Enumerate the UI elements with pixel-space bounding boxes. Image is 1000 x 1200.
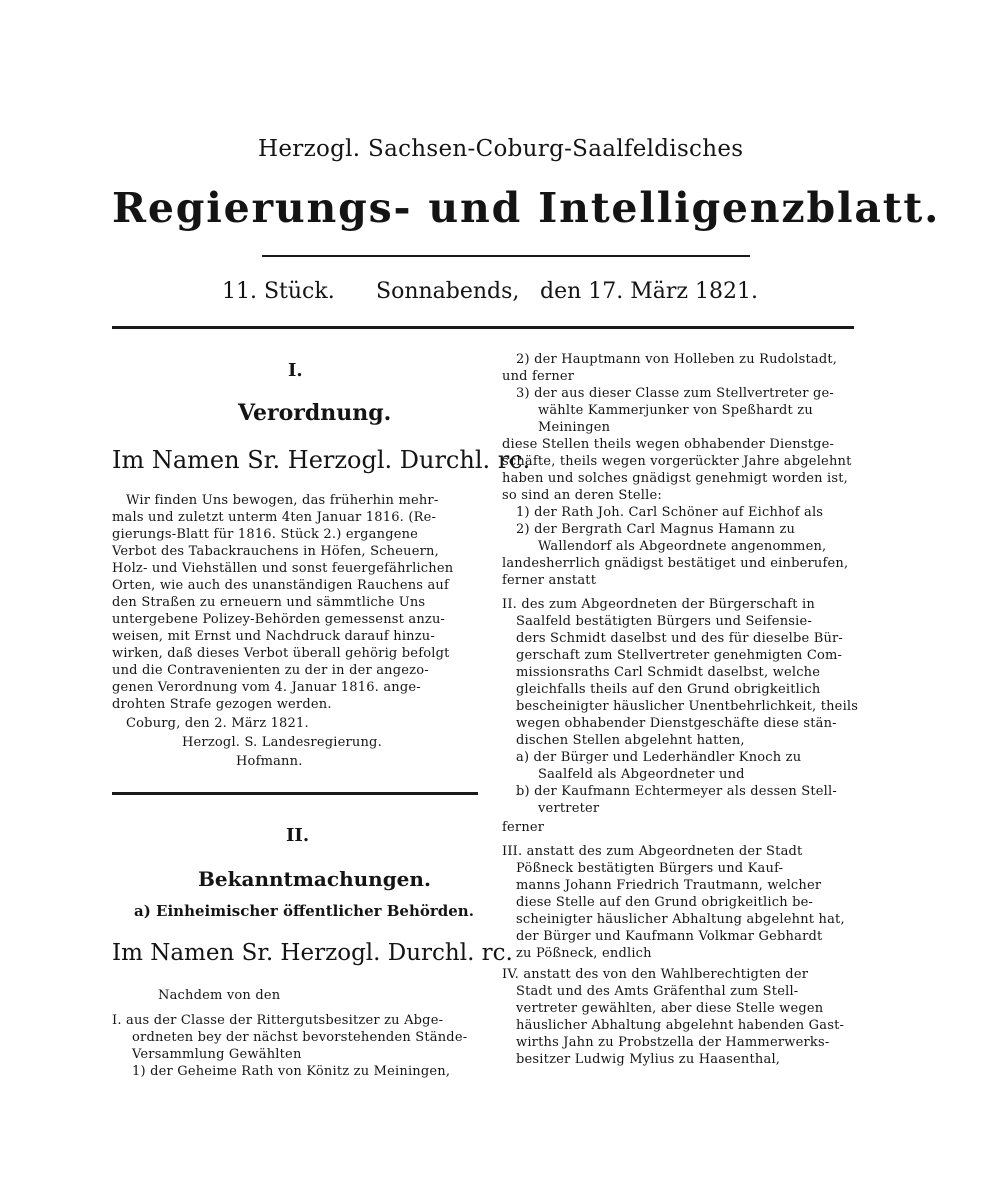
announcement-line: ordneten bey der nächst bevorstehenden Stände- bbox=[132, 1030, 468, 1045]
ordinance-signer: Herzogl. S. Landesregierung. bbox=[182, 735, 382, 750]
ordinance-place-date: Coburg, den 2. März 1821. bbox=[126, 716, 309, 731]
right-line: IV. anstatt des von den Wahlberechtigten der bbox=[502, 967, 809, 982]
right-line: wegen obhabender Dienstgeschäfte diese stän- bbox=[516, 716, 837, 731]
masthead-line1: Herzogl. Sachsen-Coburg-Saalfeldisches bbox=[258, 136, 744, 162]
ordinance-line: drohten Strafe gezogen werden. bbox=[112, 697, 332, 712]
ordinance-line: Holz- und Viehställen und sonst feuergefährlichen bbox=[112, 561, 454, 576]
masthead-rule bbox=[262, 255, 750, 257]
right-line: diese Stelle auf den Grund obrigkeitlich be- bbox=[516, 895, 814, 910]
masthead-title: Regierungs- und Intelligenzblatt. bbox=[112, 184, 941, 232]
announcement-intro: Nachdem von den bbox=[158, 988, 281, 1003]
right-line: vertreter bbox=[538, 801, 600, 816]
right-line: diese Stellen theils wegen obhabender Dienstge- bbox=[502, 437, 835, 452]
right-line: 2) der Bergrath Carl Magnus Hamann zu bbox=[516, 522, 796, 537]
right-line: a) der Bürger und Lederhändler Knoch zu bbox=[516, 750, 802, 765]
ordinance-line: Orten, wie auch des unanständigen Rauchens auf bbox=[112, 578, 450, 593]
right-line: Stadt und des Amts Gräfenthal zum Stell- bbox=[516, 984, 799, 999]
right-line: b) der Kaufmann Echtermeyer als dessen Stell- bbox=[516, 784, 837, 799]
ordinance-name: Hofmann. bbox=[236, 754, 303, 769]
section-title-bekanntmachungen: Bekanntmachungen. bbox=[198, 867, 431, 891]
right-line: bescheinigter häuslicher Unentbehrlichkeit, theils bbox=[516, 699, 859, 714]
right-line: ferner bbox=[502, 820, 545, 835]
right-line: 2) der Hauptmann von Holleben zu Rudolstadt, bbox=[516, 352, 838, 367]
right-line: gerschaft zum Stellvertreter genehmigten Com- bbox=[516, 648, 843, 663]
right-line: besitzer Ludwig Mylius zu Haasenthal, bbox=[516, 1052, 781, 1067]
ordinance-line: wirken, daß dieses Verbot überall gehörig befolgt bbox=[112, 646, 450, 661]
right-line: Meiningen bbox=[538, 420, 611, 435]
ordinance-line: untergebene Polizey-Behörden gemessenst anzu- bbox=[112, 612, 446, 627]
right-line: Wallendorf als Abgeordnete angenommen, bbox=[538, 539, 827, 554]
ordinance-line: Wir finden Uns bewogen, das früherhin mehr- bbox=[126, 493, 439, 508]
right-line: 1) der Rath Joh. Carl Schöner auf Eichhof als bbox=[516, 505, 824, 520]
section-title-verordnung: Verordnung. bbox=[238, 400, 392, 426]
issue-day: Sonnabends, bbox=[376, 279, 520, 304]
right-line: ferner anstatt bbox=[502, 573, 597, 588]
right-line: landesherrlich gnädigst bestätiget und einberufen, bbox=[502, 556, 849, 571]
header-rule-thick bbox=[112, 326, 854, 329]
invocation-2: Im Namen Sr. Herzogl. Durchl. rc. bbox=[112, 940, 513, 966]
issue-number: 11. Stück. bbox=[222, 279, 335, 304]
right-line: wirths Jahn zu Probstzella der Hammerwerks- bbox=[516, 1035, 830, 1050]
subsection-title: a) Einheimischer öffentlicher Behörden. bbox=[134, 902, 474, 920]
announcement-line: 1) der Geheime Rath von Könitz zu Meiningen, bbox=[132, 1064, 451, 1079]
ordinance-line: mals und zuletzt unterm 4ten Januar 1816. (Re- bbox=[112, 510, 437, 525]
right-line: scheinigter häuslicher Abhaltung abgelehnt hat, bbox=[516, 912, 845, 927]
section-rule bbox=[112, 792, 478, 795]
ordinance-line: genen Verordnung vom 4. Januar 1816. ange- bbox=[112, 680, 421, 695]
right-line: Pößneck bestätigten Bürgers und Kauf- bbox=[516, 861, 784, 876]
invocation-1: Im Namen Sr. Herzogl. Durchl. rc. bbox=[112, 446, 531, 474]
announcement-line: Versammlung Gewählten bbox=[132, 1047, 302, 1062]
right-line: Saalfeld bestätigten Bürgers und Seifensie- bbox=[516, 614, 812, 629]
right-line: Saalfeld als Abgeordneter und bbox=[538, 767, 745, 782]
right-line: III. anstatt des zum Abgeordneten der Stadt bbox=[502, 844, 803, 859]
right-line: so sind an deren Stelle: bbox=[502, 488, 662, 503]
right-line: missionsraths Carl Schmidt daselbst, welche bbox=[516, 665, 821, 680]
announcement-line: I. aus der Classe der Rittergutsbesitzer zu Abge- bbox=[112, 1013, 444, 1028]
right-line: vertreter gewählten, aber diese Stelle wegen bbox=[516, 1001, 824, 1016]
right-line: dischen Stellen abgelehnt hatten, bbox=[516, 733, 745, 748]
right-line: wählte Kammerjunker von Speßhardt zu bbox=[538, 403, 813, 418]
right-line: gleichfalls theils auf den Grund obrigkeitlich bbox=[516, 682, 821, 697]
right-line: und ferner bbox=[502, 369, 575, 384]
right-line: schäfte, theils wegen vorgerückter Jahre abgelehnt bbox=[502, 454, 852, 469]
section-number-1: I. bbox=[288, 360, 303, 381]
right-line: haben und solches gnädigst genehmigt worden ist, bbox=[502, 471, 849, 486]
ordinance-line: Verbot des Tabackrauchens in Höfen, Scheuern, bbox=[112, 544, 439, 559]
issue-date: den 17. März 1821. bbox=[540, 279, 758, 304]
right-line: ders Schmidt daselbst und des für dieselbe Bür- bbox=[516, 631, 844, 646]
ordinance-line: und die Contravenienten zu der in der angezo- bbox=[112, 663, 429, 678]
right-line: II. des zum Abgeordneten der Bürgerschaft in bbox=[502, 597, 815, 612]
ordinance-line: den Straßen zu erneuern und sämmtliche Uns bbox=[112, 595, 426, 610]
ordinance-line: weisen, mit Ernst und Nachdruck darauf hinzu- bbox=[112, 629, 435, 644]
section-number-2: II. bbox=[286, 825, 310, 846]
right-line: 3) der aus dieser Classe zum Stellvertreter ge- bbox=[516, 386, 834, 401]
right-line: der Bürger und Kaufmann Volkmar Gebhardt bbox=[516, 929, 823, 944]
right-line: zu Pößneck, endlich bbox=[516, 946, 652, 961]
right-line: häuslicher Abhaltung abgelehnt habenden Gast- bbox=[516, 1018, 845, 1033]
ordinance-line: gierungs-Blatt für 1816. Stück 2.) ergangene bbox=[112, 527, 419, 542]
right-line: manns Johann Friedrich Trautmann, welcher bbox=[516, 878, 822, 893]
